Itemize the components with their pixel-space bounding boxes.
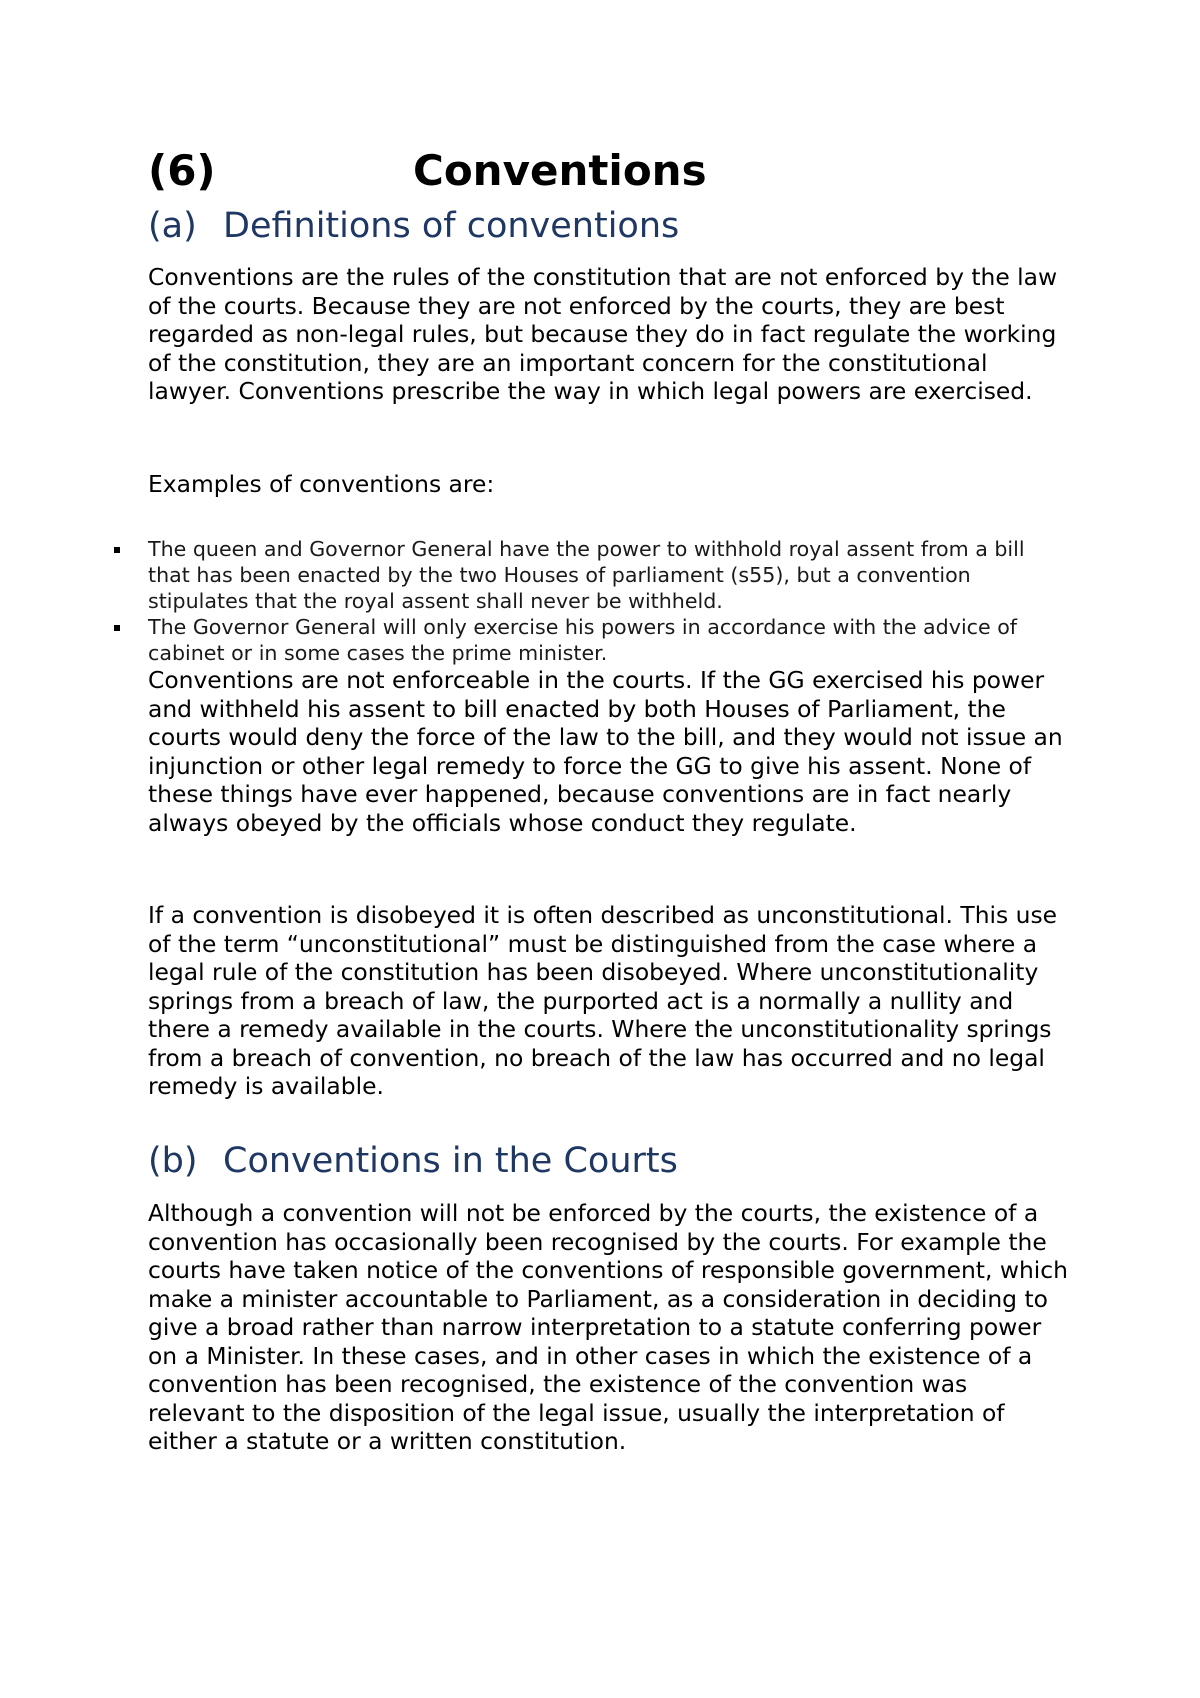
bullet-square-icon (114, 625, 120, 631)
section-a-paragraph-3: If a convention is disobeyed it is often described as unconstitutional. This use of the term “unconstitutional” must be distinguished from the case where a legal rule of the constitution has been disobeyed. Where unconstitutionality springs from a breach of law, the purported act is a normally a nullity and there a remedy available in the courts. Where the unconstitutionality springs from a breach of convention, no breach of the law has occurred and no legal remedy is available. (148, 901, 1058, 1100)
section-a-letter: (a) (148, 206, 197, 246)
list-item (148, 536, 1068, 614)
section-b-title: Conventions in the Courts (223, 1141, 678, 1181)
examples-list (148, 536, 1068, 666)
page-title (148, 143, 707, 199)
examples-intro: Examples of conventions are: (148, 470, 495, 498)
list-item-text: The queen and Governor General have the power to withhold royal assent from a bill that has been enacted by the two Houses of parliament (s55), but a convention stipulates that the royal assent shall never be withheld. (148, 537, 1025, 613)
section-a-paragraph-2: Conventions are not enforceable in the courts. If the GG exercised his power and withheld his assent to bill enacted by both Houses of Parliament, the courts would deny the force of the law to the bill, and they would not issue an injunction or other legal remedy to force the GG to give his assent. None of these things have ever happened, because conventions are in fact nearly always obeyed by the officials whose conduct they regulate. (148, 666, 1063, 837)
section-b-paragraph-1: Although a convention will not be enforced by the courts, the existence of a convention has occasionally been recognised by the courts. For example the courts have taken notice of the conventions of responsible government, which make a minister accountable to Parliament, as a consideration in deciding to give a broad rather than narrow interpretation to a statute conferring power on a Minister. In these cases, and in other cases in which the existence of a convention has been recognised, the existence of the convention was relevant to the disposition of the legal issue, usually the interpretation of either a statute or a written constitution. (148, 1199, 1068, 1455)
section-b-heading (148, 1139, 678, 1183)
section-a-title: Definitions of conventions (223, 206, 680, 246)
title-number: (6) (148, 146, 216, 195)
section-a-heading (148, 204, 679, 248)
section-b-letter: (b) (148, 1141, 198, 1181)
list-item-text: The Governor General will only exercise his powers in accordance with the advice of cabinet or in some cases the prime minister. (148, 615, 1018, 665)
section-a-paragraph-1: Conventions are the rules of the constitution that are not enforced by the law of the courts. Because they are not enforced by the courts, they are best regarded as non-legal rules, but because they do in fact regulate the working of the constitution, they are an important concern for the constitutional lawyer. Conventions prescribe the way in which legal powers are exercised. (148, 263, 1058, 405)
title-text: Conventions (413, 146, 707, 195)
bullet-square-icon (114, 547, 120, 553)
list-item (148, 614, 1068, 666)
